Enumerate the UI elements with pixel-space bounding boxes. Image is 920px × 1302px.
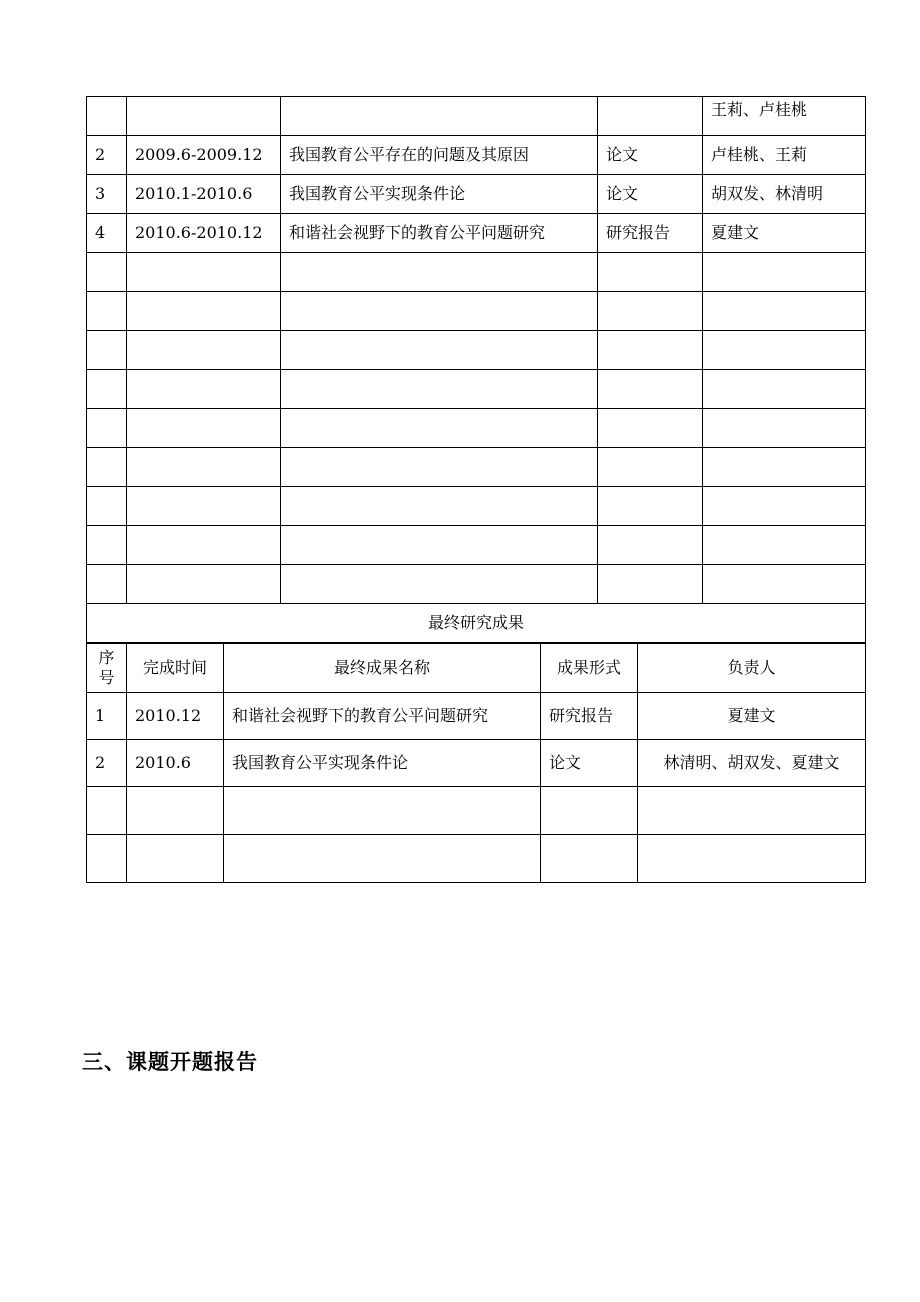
- final-results-title-row: [87, 604, 866, 643]
- cell-no: 1: [87, 693, 127, 740]
- cell-form: [598, 487, 703, 526]
- cell-form: [541, 835, 638, 883]
- cell-name: [281, 526, 598, 565]
- cell-owner: 卢桂桃、王莉: [703, 136, 866, 175]
- header-no: [87, 644, 127, 693]
- cell-owner: [703, 487, 866, 526]
- cell-form: [598, 370, 703, 409]
- cell-owner: 夏建文: [703, 214, 866, 253]
- cell-no: [87, 370, 127, 409]
- cell-owner: [638, 835, 866, 883]
- header-name: 最终成果名称: [224, 644, 541, 693]
- cell-name: 和谐社会视野下的教育公平问题研究: [281, 214, 598, 253]
- cell-time: [127, 253, 281, 292]
- cell-owner: 林清明、胡双发、夏建文: [638, 740, 866, 787]
- cell-owner: [703, 448, 866, 487]
- cell-time: [127, 565, 281, 604]
- cell-form: [598, 292, 703, 331]
- cell-owner: [638, 787, 866, 835]
- stage-results-table: [86, 96, 866, 643]
- cell-no: 2: [87, 740, 127, 787]
- cell-time: [127, 787, 224, 835]
- cell-form: [598, 448, 703, 487]
- table-row-empty: [87, 487, 866, 526]
- cell-owner: [703, 409, 866, 448]
- cell-name: [281, 331, 598, 370]
- header-no-top: 序: [98, 648, 115, 667]
- cell-form: [598, 331, 703, 370]
- cell-no: 3: [87, 175, 127, 214]
- cell-name: [281, 409, 598, 448]
- cell-form: [598, 253, 703, 292]
- final-results-table: [86, 643, 866, 883]
- cell-owner: 夏建文: [638, 693, 866, 740]
- cell-time: [127, 97, 281, 136]
- table-row-empty: [87, 787, 866, 835]
- cell-no: [87, 526, 127, 565]
- table-row-empty: [87, 565, 866, 604]
- cell-time: 2010.6-2010.12: [127, 214, 281, 253]
- cell-time: [127, 370, 281, 409]
- section-title: 三、课题开题报告: [82, 1050, 258, 1074]
- cell-name: [281, 97, 598, 136]
- cell-no: [87, 97, 127, 136]
- header-time: 完成时间: [127, 644, 224, 693]
- cell-time: 2010.6: [127, 740, 224, 787]
- table-row-empty: [87, 253, 866, 292]
- header-form: 成果形式: [541, 644, 638, 693]
- cell-time: [127, 526, 281, 565]
- cell-form: [598, 526, 703, 565]
- table-row-empty: [87, 448, 866, 487]
- cell-form: 论文: [541, 740, 638, 787]
- cell-no: [87, 565, 127, 604]
- cell-no: [87, 409, 127, 448]
- cell-owner: [703, 565, 866, 604]
- cell-name: 我国教育公平实现条件论: [281, 175, 598, 214]
- table-row-empty: [87, 835, 866, 883]
- cell-time: [127, 292, 281, 331]
- cell-time: [127, 409, 281, 448]
- table-row: [87, 214, 866, 253]
- cell-name: [224, 835, 541, 883]
- cell-no: [87, 448, 127, 487]
- cell-no: [87, 331, 127, 370]
- cell-name: [224, 787, 541, 835]
- cell-form: [598, 409, 703, 448]
- cell-no: 2: [87, 136, 127, 175]
- final-results-header-row: [87, 644, 866, 693]
- cell-no: 4: [87, 214, 127, 253]
- table-row: [87, 136, 866, 175]
- cell-time: [127, 487, 281, 526]
- cell-form: [541, 787, 638, 835]
- table-row: [87, 693, 866, 740]
- cell-time: 2009.6-2009.12: [127, 136, 281, 175]
- cell-no: [87, 487, 127, 526]
- cell-owner: [703, 370, 866, 409]
- cell-no: [87, 292, 127, 331]
- cell-form: [598, 97, 703, 136]
- table-row-empty: [87, 370, 866, 409]
- table-row-empty: [87, 292, 866, 331]
- cell-name: 我国教育公平存在的问题及其原因: [281, 136, 598, 175]
- cell-owner: [703, 331, 866, 370]
- cell-owner: [703, 292, 866, 331]
- cell-time: 2010.1-2010.6: [127, 175, 281, 214]
- cell-owner: [703, 253, 866, 292]
- cell-time: [127, 448, 281, 487]
- cell-time: 2010.12: [127, 693, 224, 740]
- cell-no: [87, 787, 127, 835]
- cell-name: [281, 292, 598, 331]
- cell-owner: 胡双发、林清明: [703, 175, 866, 214]
- cell-time: [127, 331, 281, 370]
- cell-name: [281, 565, 598, 604]
- cell-name: [281, 487, 598, 526]
- cell-name: 我国教育公平实现条件论: [224, 740, 541, 787]
- cell-form: 研究报告: [598, 214, 703, 253]
- cell-name: [281, 448, 598, 487]
- table-row: [87, 175, 866, 214]
- cell-time: [127, 835, 224, 883]
- cell-name: 和谐社会视野下的教育公平问题研究: [224, 693, 541, 740]
- final-results-title: 最终研究成果: [87, 604, 866, 643]
- header-owner: 负责人: [638, 644, 866, 693]
- cell-no: [87, 835, 127, 883]
- table-row-empty: [87, 331, 866, 370]
- table-row: [87, 740, 866, 787]
- cell-name: [281, 253, 598, 292]
- table-row-empty: [87, 409, 866, 448]
- cell-form: 论文: [598, 175, 703, 214]
- cell-form: 研究报告: [541, 693, 638, 740]
- cell-no: [87, 253, 127, 292]
- cell-owner: [703, 526, 866, 565]
- cell-owner: 王莉、卢桂桃: [703, 97, 866, 136]
- cell-form: [598, 565, 703, 604]
- table-row-empty: [87, 526, 866, 565]
- header-no-bottom: 号: [98, 668, 115, 687]
- cell-form: 论文: [598, 136, 703, 175]
- table-row: [87, 97, 866, 136]
- cell-name: [281, 370, 598, 409]
